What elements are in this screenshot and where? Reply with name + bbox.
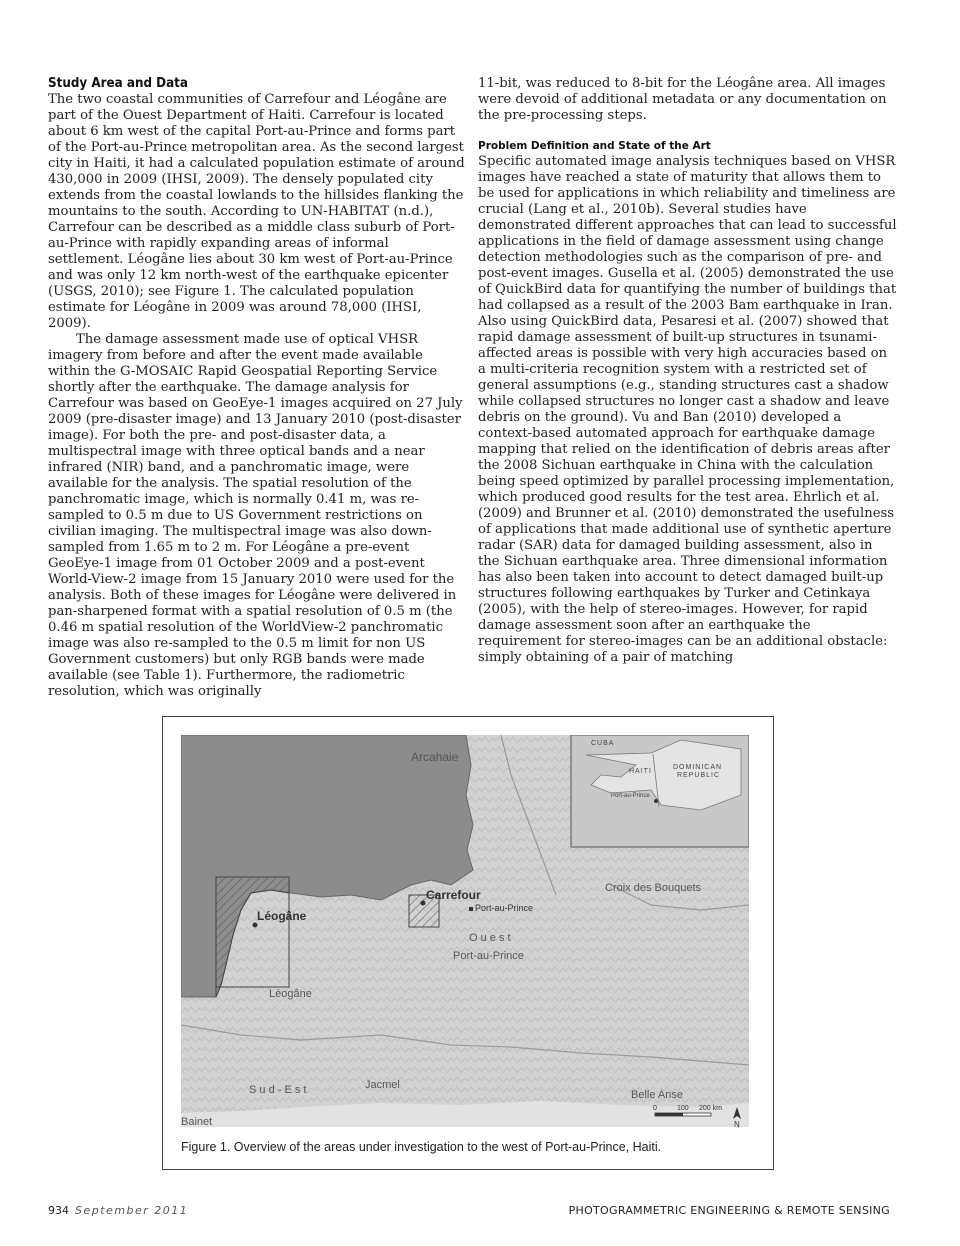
label-port-au-prince-city: Port-au-Prince — [475, 903, 534, 913]
inset-label-cuba: CUBA — [591, 740, 615, 747]
label-leogane-region: Léogâne — [269, 988, 312, 1000]
subsection-heading-problem: Problem Definition and State of the Art — [478, 140, 711, 152]
label-carrefour: Carrefour — [426, 888, 481, 902]
label-leogane-city: Léogâne — [257, 909, 307, 923]
inset-pap-point — [654, 799, 658, 803]
label-croix-des-bouquets: Croix des Bouquets — [605, 882, 701, 894]
issue-date: September 2011 — [75, 1204, 189, 1217]
inset-label-dominican: DOMINICAN — [673, 764, 723, 771]
figure-1 — [162, 716, 774, 1170]
label-jacmel: Jacmel — [365, 1079, 400, 1091]
label-ouest: O u e s t — [469, 932, 511, 944]
paragraph-study-area-2: The damage assessment made use of optical VHSR imagery from before and after the event made available within the G-MOSAIC Rapid Geospatial Reporting Service shortly after the earthquake. The damage analysis for Carrefour was based on GeoEye-1 images acquired on 27 July 2009 (pre-disaster image) and 13 January 2010 (post-disaster image). For both the pre- and post-disaster data, a multispectral image with three optical bands and a near infrared (NIR) band, and a panchromatic image, were available for the analysis. The spatial resolution of the panchromatic image, which is normally 0.41 m, was re-sampled to 0.5 m due to US Government restrictions on civilian imaging. The multispectral image was also down-sampled from 1.65 m to 2 m. For Léogâne a pre-event GeoEye-1 image from 01 October 2009 and a post-event World-View-2 image from 15 January 2010 were used for the analysis. Both of these images for Léogâne were delivered in pan-sharpened format with a spatial resolution of 0.5 m (the 0.46 m spatial resolution of the WorldView-2 panchromatic image was also re-sampled to the 0.5 m limit for non US Government customers) but only RGB bands were made available (see Table 1). Furthermore, the radiometric resolution, which was originally — [48, 332, 463, 699]
page-number: 934 — [48, 1204, 69, 1217]
paragraph-continued: 11-bit, was reduced to 8-bit for the Léogâne area. All images were devoid of additional metadata or any documentation on the pre-processing steps. — [478, 76, 887, 123]
section-heading-study-area: Study Area and Data — [48, 76, 188, 91]
carrefour-point — [421, 901, 426, 906]
paragraph-study-area-1: The two coastal communities of Carrefour and Léogâne are part of the Ouest Department of Haiti. Carrefour is located about 6 km west of the capital Port-au-Prince and forms part of the Port-au-Prince metropolitan area. As the second largest city in Haiti, it had a calculated population estimate of around 430,000 in 2009 (IHSI, 2009). The densely populated city extends from the coastal lowlands to the hillsides flanking the mountains to the south. According to UN-HABITAT (n.d.), Carrefour can be described as a middle class suburb of Port-au-Prince with rapidly expanding areas of informal settlement. Léogâne lies about 30 km west of Port-au-Prince and was only 12 km north-west of the earthquake epicenter (USGS, 2010); see Figure 1. The calculated population estimate for Léogâne in 2009 was around 78,000 (IHSI, 2009). — [48, 92, 465, 331]
scale-label-200: 200 km — [699, 1105, 722, 1112]
figure-caption: Figure 1. Overview of the areas under investigation to the west of Port-au-Prince, Haiti. — [181, 1140, 662, 1154]
label-bainet: Bainet — [181, 1116, 213, 1127]
label-belle-anse: Belle Anse — [631, 1089, 683, 1101]
right-column — [478, 76, 898, 666]
north-label: N — [734, 1120, 740, 1127]
inset-label-port-au-prince: Port-au-Prince — [611, 793, 650, 799]
port-au-prince-point — [469, 907, 473, 911]
label-port-au-prince-region: Port-au-Prince — [453, 950, 524, 962]
label-sud-est: S u d - E s t — [249, 1084, 307, 1096]
scale-label-0: 0 — [653, 1105, 657, 1112]
paragraph-problem-1: Specific automated image analysis techniques based on VHSR images have reached a state of maturity that allows them to be used for applications in which reliability and timeliness are crucial (Lang et al., 2010b). Several studies have demonstrated different approaches that can lead to successful applications in the field of damage assessment using change detection methodologies such as the comparison of pre- and post-event images. Gusella et al. (2005) demonstrated the use of QuickBird data for quantifying the number of buildings that had collapsed as a result of the 2003 Bam earthquake in Iran. Also using QuickBird data, Pesaresi et al. (2007) showed that rapid damage assessment of built-up structures in tsunami-affected areas is possible with very high accuracies based on a multi-criteria recognition system with a restricted set of general assumptions (e.g., standing structures cast a shadow while collapsed structures no longer cast a shadow and leave debris on the ground). Vu and Ban (2010) developed a context-based automated approach for earthquake damage mapping that relied on the identification of debris areas after the 2008 Sichuan earthquake in China with the calculation being speed optimized by parallel processing implementation, which produced good results for the test area. Ehrlich et al. (2009) and Brunner et al. (2010) demonstrated the usefulness of applications that made additional use of synthetic aperture radar (SAR) data for damaged building assessment, also in the Sichuan earthquake area. Three dimensional information has also been taken into account to detect damaged built-up structures following earthquakes by Turker and Cetinkaya (2005), with the help of stereo-images. However, for rapid damage assessment soon after an earthquake the requirement for stereo-images can be an additional obstacle: simply obtaining of a pair of matching — [478, 154, 897, 665]
leogane-point — [253, 923, 258, 928]
scale-label-100: 100 — [677, 1105, 689, 1112]
overview-map — [181, 735, 749, 1127]
journal-name: PHOTOGRAMMETRIC ENGINEERING & REMOTE SENSING — [568, 1204, 890, 1217]
inset-label-republic: REPUBLIC — [677, 772, 721, 779]
left-column — [48, 76, 468, 700]
map-svg — [181, 735, 749, 1127]
inset-label-haiti: HAITI — [629, 768, 652, 775]
label-arcahaie: Arcahaie — [411, 750, 459, 764]
scale-bar-segment — [655, 1113, 683, 1116]
footer-left — [48, 1204, 188, 1217]
